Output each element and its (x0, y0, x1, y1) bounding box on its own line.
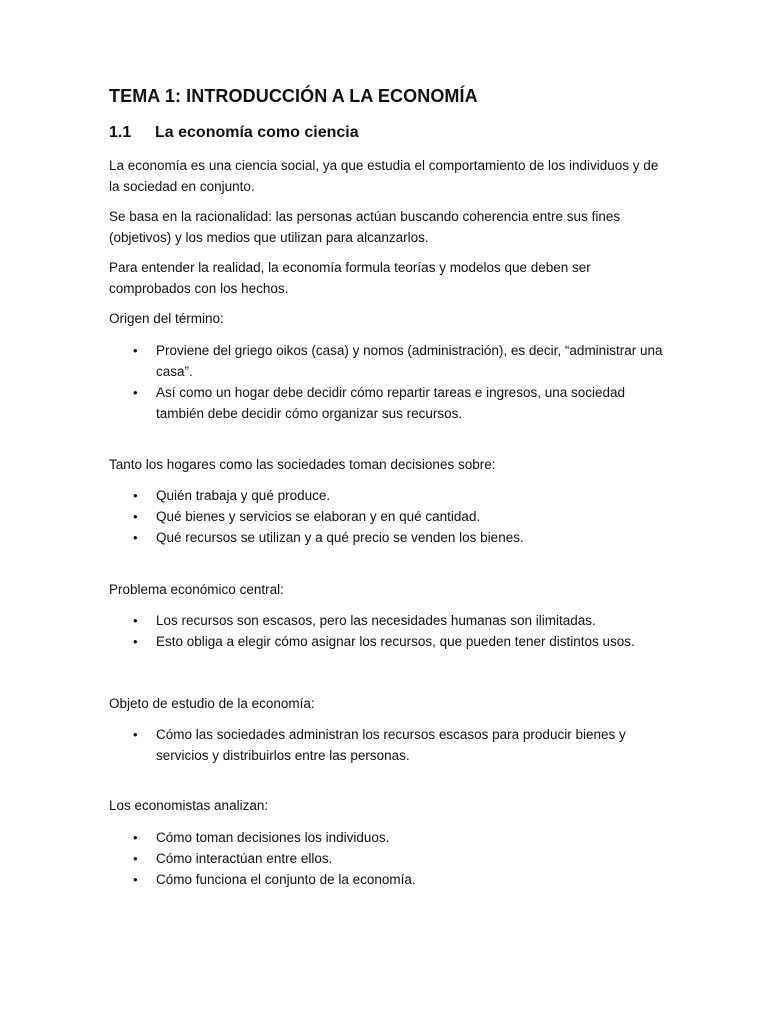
bullet-icon: • (133, 727, 138, 742)
paragraph-text: Tanto los hogares como las sociedades toman decisiones sobre: (109, 457, 496, 472)
list-item: • Cómo interactúan entre ellos. (109, 848, 669, 869)
bullet-icon: • (133, 830, 138, 845)
bullet-icon: • (133, 530, 138, 545)
paragraph-text: Los economistas analizan: (109, 798, 269, 813)
bullet-icon: • (133, 488, 138, 503)
list-item: • Proviene del griego oikos (casa) y nomos (administración), es decir, “administrar una casa”. (109, 340, 669, 382)
section-title: La economía como ciencia (155, 124, 359, 141)
economists-list (109, 827, 669, 890)
list-item: • Esto obliga a elegir cómo asignar los recursos, que pueden tener distintos usos. (109, 631, 669, 652)
bullet-icon: • (133, 634, 138, 649)
list-item: • Cómo las sociedades administran los recursos escasos para producir bienes y servicios y distribuirlos entre las personas. (109, 724, 669, 766)
paragraph-object-intro (109, 693, 669, 714)
bullet-icon: • (133, 872, 138, 887)
bullet-icon: • (133, 509, 138, 524)
list-item: • Qué recursos se utilizan y a qué precio se venden los bienes. (109, 527, 669, 548)
list-item: • Cómo funciona el conjunto de la economía. (109, 869, 669, 890)
paragraph-1 (109, 155, 669, 197)
list-item: • Qué bienes y servicios se elaboran y en qué cantidad. (109, 506, 669, 527)
bullet-icon: • (133, 343, 138, 358)
paragraph-2 (109, 206, 669, 248)
paragraph-text: Se basa en la racionalidad: las personas actúan buscando coherencia entre sus fines (objetivos) y los medios que utilizan para alcanzarlos. (109, 209, 621, 245)
paragraph-3 (109, 257, 669, 299)
paragraph-decisions-intro (109, 454, 669, 475)
object-list (109, 724, 669, 766)
document-title: TEMA 1: INTRODUCCIÓN A LA ECONOMÍA (109, 86, 478, 106)
paragraph-text: Objeto de estudio de la economía: (109, 696, 315, 711)
list-item: • Cómo toman decisiones los individuos. (109, 827, 669, 848)
decisions-list (109, 485, 669, 548)
section-heading (109, 124, 359, 142)
paragraph-text: La economía es una ciencia social, ya que estudia el comportamiento de los individuos y de la sociedad en conjunto. (109, 158, 659, 194)
paragraph-economists-intro (109, 795, 669, 816)
paragraph-origin-intro (109, 308, 669, 329)
list-item: • Los recursos son escasos, pero las necesidades humanas son ilimitadas. (109, 610, 669, 631)
problem-list (109, 610, 669, 652)
bullet-icon: • (133, 385, 138, 400)
bullet-icon: • (133, 851, 138, 866)
list-item: • Así como un hogar debe decidir cómo repartir tareas e ingresos, una sociedad también debe decidir cómo organizar sus recursos. (109, 382, 669, 424)
section-number: 1.1 (109, 124, 132, 141)
paragraph-text: Problema económico central: (109, 582, 284, 597)
origin-list (109, 340, 669, 424)
bullet-icon: • (133, 613, 138, 628)
list-item: • Quién trabaja y qué produce. (109, 485, 669, 506)
paragraph-text: Origen del término: (109, 311, 224, 326)
paragraph-text: Para entender la realidad, la economía formula teorías y modelos que deben ser comprobados con los hechos. (109, 260, 591, 296)
paragraph-problem-intro (109, 579, 669, 600)
